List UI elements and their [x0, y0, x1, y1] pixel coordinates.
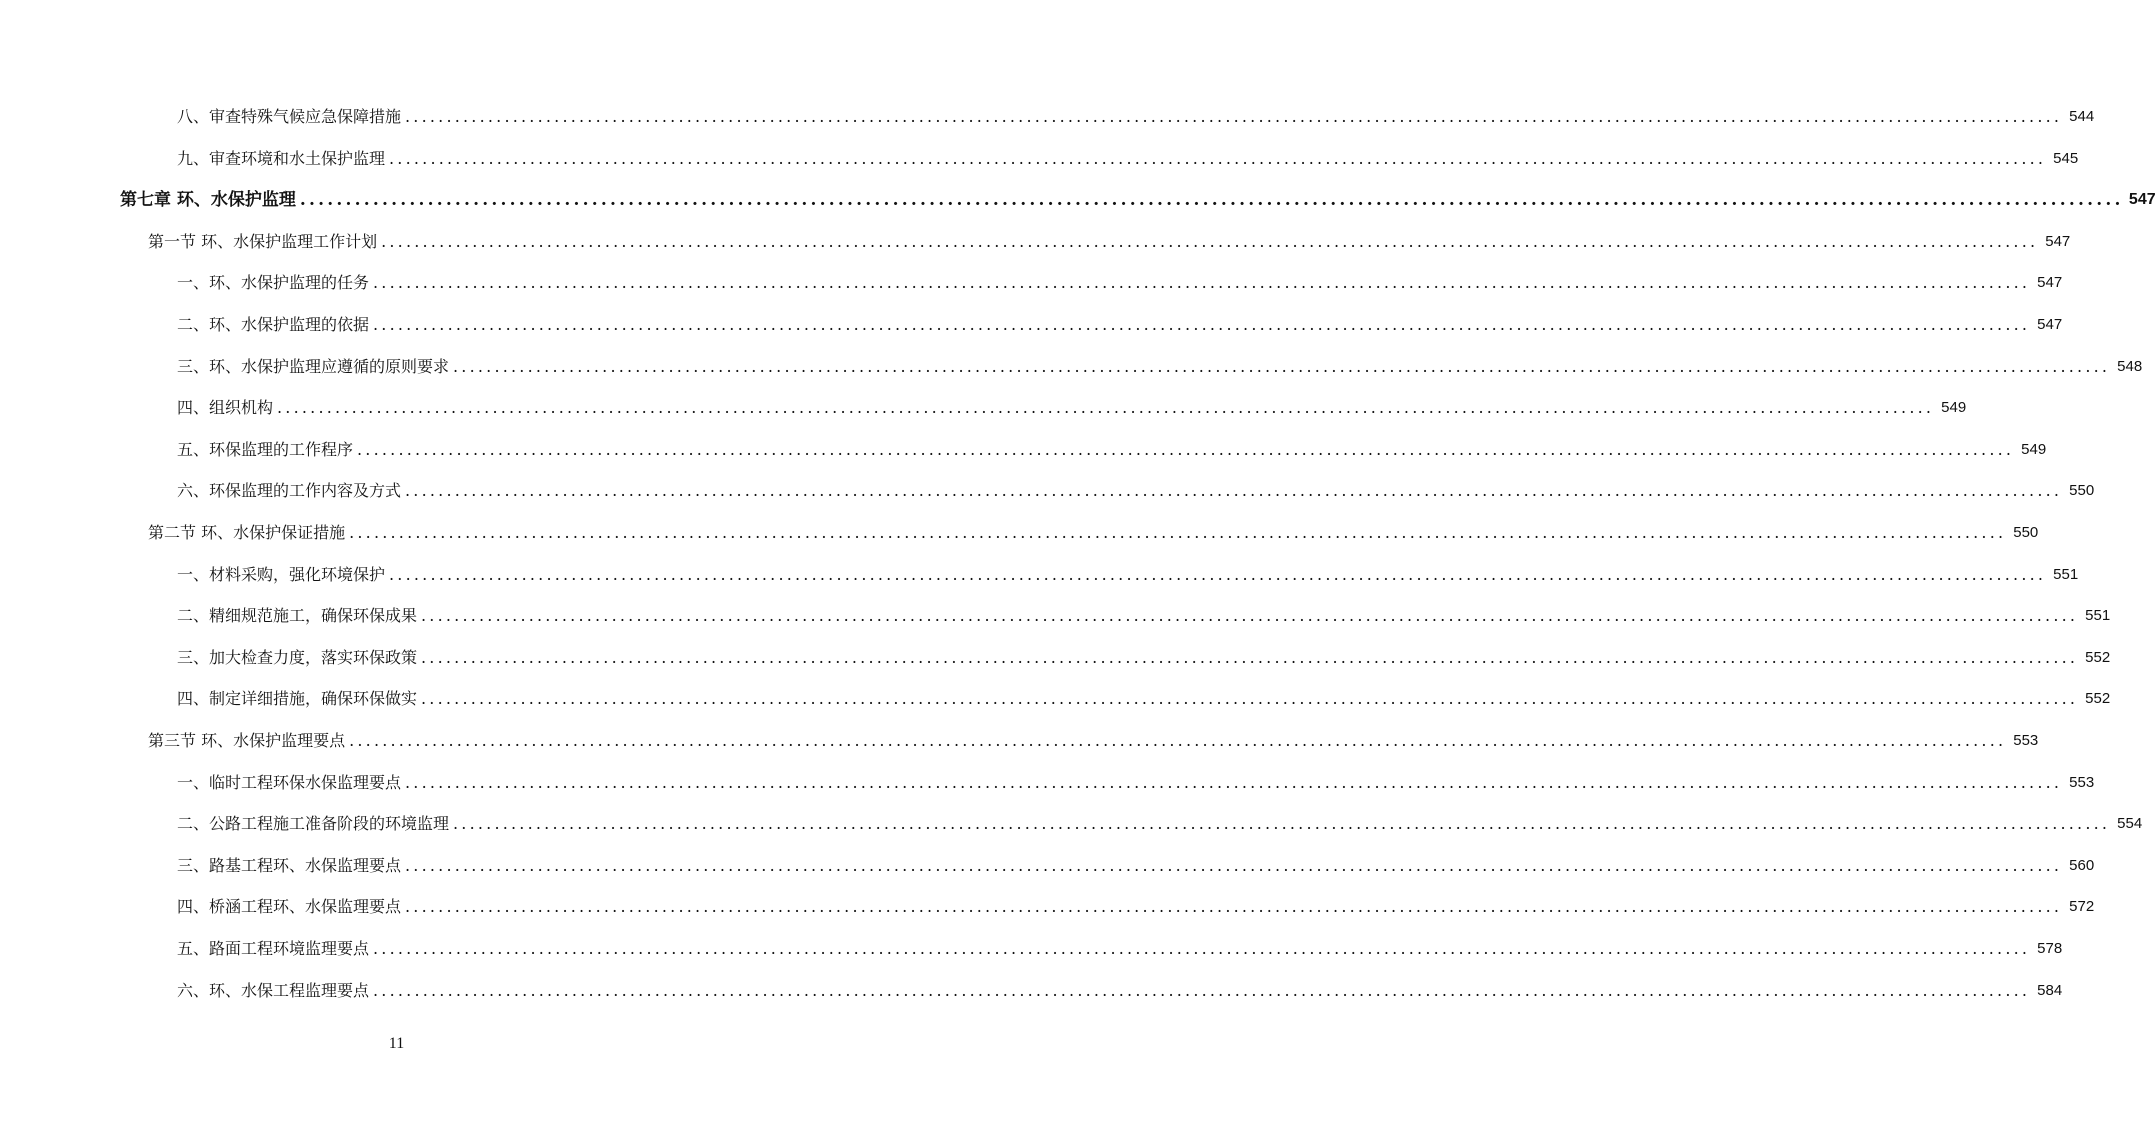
- toc-dot-leader: ........................................................................................................................................................................................................: [373, 315, 2031, 334]
- toc-entry-page-number: 548: [2117, 357, 2143, 375]
- toc-item-entry[interactable]: [177, 268, 2063, 298]
- toc-entry-label: 四、桥涵工程环、水保监理要点: [177, 897, 402, 917]
- toc-item-entry[interactable]: [177, 892, 2095, 922]
- toc-dot-leader: ........................................................................................................................................................................................................: [299, 190, 2124, 211]
- toc-dot-leader: ........................................................................................................................................................................................................: [421, 606, 2079, 626]
- toc-item-entry[interactable]: [177, 934, 2063, 964]
- toc-entry-label: 八、审查特殊气候应急保障措施: [177, 107, 402, 126]
- toc-entry-label: 第二节 环、水保护保证措施: [148, 523, 346, 542]
- toc-item-entry[interactable]: [177, 393, 1967, 423]
- toc-dot-leader: ........................................................................................................................................................................................................: [421, 647, 2079, 667]
- toc-entry-label: 二、公路工程施工准备阶段的环境监理: [177, 814, 450, 834]
- toc-entry-label: 六、环保监理的工作内容及方式: [177, 481, 402, 501]
- toc-dot-leader: ........................................................................................................................................................................................................: [453, 814, 2111, 834]
- toc-section-entry[interactable]: [148, 518, 2039, 548]
- toc-entry-label: 第七章 环、水保护监理: [120, 190, 296, 211]
- toc-section-entry[interactable]: [148, 227, 2071, 257]
- toc-entry-label: 第一节 环、水保护监理工作计划: [148, 231, 378, 251]
- toc-item-entry[interactable]: [177, 809, 2143, 839]
- toc-dot-leader: ........................................................................................................................................................................................................: [405, 855, 2063, 875]
- toc-entry-page-number: 545: [2053, 149, 2079, 167]
- toc-entry-page-number: 551: [2053, 565, 2079, 583]
- toc-item-entry[interactable]: [177, 684, 2111, 714]
- toc-entry-label: 五、路面工程环境监理要点: [177, 939, 370, 958]
- toc-entry-page-number: 549: [1941, 399, 1967, 417]
- toc-entry-page-number: 560: [2069, 856, 2095, 874]
- toc-entry-page-number: 544: [2069, 108, 2095, 125]
- toc-dot-leader: ........................................................................................................................................................................................................: [453, 356, 2111, 376]
- toc-item-entry[interactable]: [177, 976, 2063, 1006]
- toc-entry-page-number: 552: [2085, 690, 2111, 708]
- toc-dot-leader: ........................................................................................................................................................................................................: [405, 107, 2063, 126]
- toc-entry-label: 六、环、水保工程监理要点: [177, 980, 370, 1000]
- toc-item-entry[interactable]: [177, 352, 2143, 382]
- toc-entry-label: 五、环保监理的工作程序: [177, 439, 354, 459]
- toc-entry-page-number: 584: [2037, 981, 2063, 999]
- toc-section-entry[interactable]: [148, 726, 2039, 756]
- toc-dot-leader: ........................................................................................................................................................................................................: [277, 398, 1935, 418]
- toc-dot-leader: ........................................................................................................................................................................................................: [349, 731, 2007, 750]
- toc-item-entry[interactable]: [177, 768, 2095, 798]
- toc-item-entry[interactable]: [177, 476, 2095, 506]
- toc-entry-page-number: 550: [2069, 482, 2095, 500]
- toc-dot-leader: ........................................................................................................................................................................................................: [349, 523, 2007, 542]
- toc-entry-page-number: 553: [2013, 732, 2039, 749]
- toc-item-entry[interactable]: [177, 601, 2111, 631]
- toc-item-entry[interactable]: [177, 851, 2095, 881]
- toc-dot-leader: ........................................................................................................................................................................................................: [405, 481, 2063, 501]
- toc-dot-leader: ........................................................................................................................................................................................................: [381, 231, 2039, 251]
- toc-dot-leader: ........................................................................................................................................................................................................: [373, 980, 2031, 1000]
- toc-chapter-entry[interactable]: [120, 185, 2156, 215]
- toc-entry-page-number: 572: [2069, 898, 2095, 916]
- toc-dot-leader: ........................................................................................................................................................................................................: [373, 939, 2031, 958]
- toc-item-entry[interactable]: [177, 310, 2063, 340]
- toc-item-entry[interactable]: [177, 144, 2079, 174]
- toc-dot-leader: ........................................................................................................................................................................................................: [405, 897, 2063, 917]
- toc-dot-leader: ........................................................................................................................................................................................................: [405, 772, 2063, 792]
- toc-entry-label: 三、环、水保护监理应遵循的原则要求: [177, 356, 450, 376]
- toc-item-entry[interactable]: [177, 102, 2095, 132]
- toc-entry-label: 四、组织机构: [177, 398, 274, 418]
- toc-entry-label: 二、环、水保护监理的依据: [177, 315, 370, 334]
- toc-entry-page-number: 549: [2021, 440, 2047, 458]
- toc-entry-label: 一、临时工程环保水保监理要点: [177, 772, 402, 792]
- toc-entry-label: 一、环、水保护监理的任务: [177, 273, 370, 293]
- toc-entry-page-number: 554: [2117, 815, 2143, 833]
- toc-dot-leader: ........................................................................................................................................................................................................: [389, 564, 2047, 584]
- toc-dot-leader: ........................................................................................................................................................................................................: [421, 689, 2079, 709]
- toc-dot-leader: ........................................................................................................................................................................................................: [357, 439, 2015, 459]
- toc-item-entry[interactable]: [177, 560, 2079, 590]
- toc-entry-label: 一、材料采购，强化环境保护: [177, 564, 386, 584]
- toc-entry-page-number: 550: [2013, 524, 2039, 541]
- toc-entry-page-number: 552: [2085, 648, 2111, 666]
- page-number: 11: [388, 1035, 405, 1052]
- toc-entry-page-number: 551: [2085, 607, 2111, 625]
- toc-entry-page-number: 547: [2037, 274, 2063, 292]
- toc-entry-label: 三、路基工程环、水保监理要点: [177, 855, 402, 875]
- toc-entry-page-number: 547: [2037, 316, 2063, 333]
- toc-item-entry[interactable]: [177, 643, 2111, 673]
- toc-dot-leader: ........................................................................................................................................................................................................: [373, 273, 2031, 293]
- toc-dot-leader: ........................................................................................................................................................................................................: [389, 148, 2047, 168]
- toc-entry-label: 四、制定详细措施，确保环保做实: [177, 689, 418, 709]
- toc-entry-page-number: 553: [2069, 773, 2095, 791]
- toc-entry-label: 九、审查环境和水土保护监理: [177, 148, 386, 168]
- toc-entry-page-number: 547: [2128, 191, 2156, 209]
- toc-entry-page-number: 547: [2045, 232, 2071, 250]
- toc-entry-label: 第三节 环、水保护监理要点: [148, 731, 346, 750]
- toc-entry-label: 三、加大检查力度，落实环保政策: [177, 647, 418, 667]
- toc-item-entry[interactable]: [177, 435, 2047, 465]
- toc-entry-label: 二、精细规范施工，确保环保成果: [177, 606, 418, 626]
- toc-entry-page-number: 578: [2037, 940, 2063, 957]
